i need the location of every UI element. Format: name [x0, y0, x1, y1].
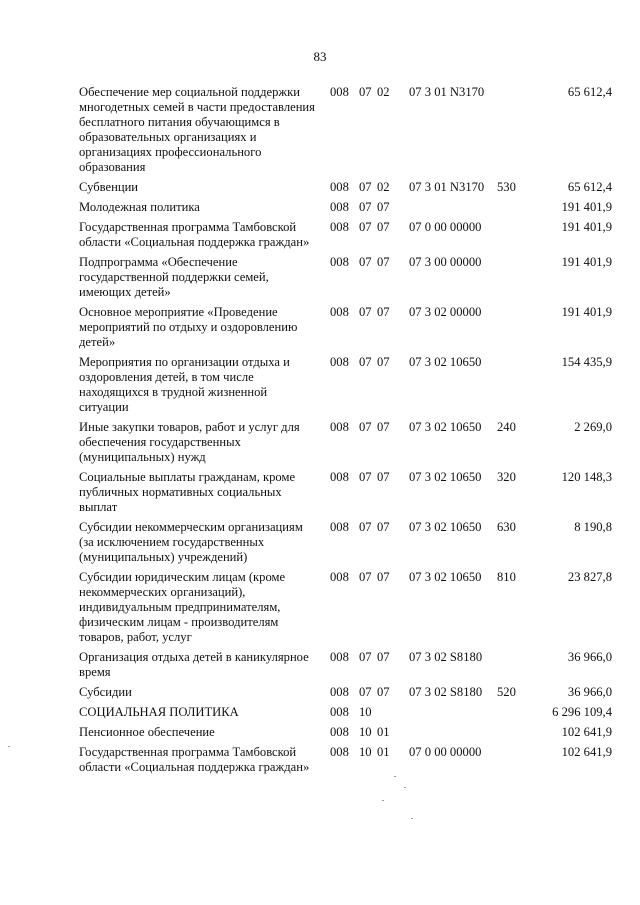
- table-row: [0, 305, 640, 350]
- section-code: 07: [359, 180, 372, 194]
- table-row: [0, 650, 640, 680]
- row-name: СОЦИАЛЬНАЯ ПОЛИТИКА: [79, 705, 239, 719]
- scan-speck: [394, 776, 396, 777]
- subsection-code: 01: [377, 725, 390, 739]
- scan-speck: [404, 787, 406, 788]
- dept-code: 008: [330, 255, 349, 269]
- target-code: 07 3 02 10650: [409, 520, 482, 534]
- target-code: 07 0 00 00000: [409, 220, 482, 234]
- amount: 191 401,9: [561, 200, 612, 214]
- table-row: [0, 705, 640, 720]
- dept-code: 008: [330, 420, 349, 434]
- dept-code: 008: [330, 520, 349, 534]
- scan-speck: [411, 818, 413, 819]
- target-code: 07 3 02 10650: [409, 420, 482, 434]
- section-code: 07: [359, 685, 372, 699]
- target-code: 07 3 02 00000: [409, 305, 482, 319]
- table-row: [0, 725, 640, 740]
- row-name: Подпрограмма «Обеспечение государственной поддержки семей, имеющих детей»: [79, 255, 269, 299]
- row-name: Мероприятия по организации отдыха и оздоровления детей, в том числе находящихся в трудной жизненной ситуации: [79, 355, 290, 414]
- section-code: 07: [359, 305, 372, 319]
- subsection-code: 07: [377, 255, 390, 269]
- row-name: Субсидии: [79, 685, 132, 699]
- table-row: [0, 420, 640, 465]
- dept-code: 008: [330, 570, 349, 584]
- table-row: [0, 355, 640, 415]
- expense-type-code: 320: [497, 470, 516, 484]
- target-code: 07 3 02 10650: [409, 355, 482, 369]
- expense-type-code: 810: [497, 570, 516, 584]
- expense-type-code: 530: [497, 180, 516, 194]
- amount: 65 612,4: [567, 85, 612, 99]
- section-code: 10: [359, 745, 372, 759]
- dept-code: 008: [330, 470, 349, 484]
- subsection-code: 07: [377, 520, 390, 534]
- subsection-code: 07: [377, 305, 390, 319]
- dept-code: 008: [330, 180, 349, 194]
- row-name: Обеспечение мер социальной поддержки многодетных семей в части предоставления бесплатного питания обучающимся в образовательных организациях и организациях профессионального образования: [79, 85, 315, 174]
- target-code: 07 3 01 N3170: [409, 180, 485, 194]
- target-code: 07 3 02 10650: [409, 470, 482, 484]
- target-code: 07 3 02 S8180: [409, 685, 483, 699]
- expense-type-code: 240: [497, 420, 516, 434]
- target-code: 07 0 00 00000: [409, 745, 482, 759]
- amount: 191 401,9: [561, 255, 612, 269]
- page-number: 83: [313, 49, 327, 64]
- target-code: 07 3 02 S8180: [409, 650, 483, 664]
- amount: 102 641,9: [561, 745, 612, 759]
- amount: 23 827,8: [567, 570, 612, 584]
- table-row: [0, 200, 640, 215]
- section-code: 07: [359, 255, 372, 269]
- dept-code: 008: [330, 745, 349, 759]
- table-row: [0, 220, 640, 250]
- amount: 191 401,9: [561, 305, 612, 319]
- section-code: 07: [359, 650, 372, 664]
- scan-speck: [8, 746, 10, 747]
- table-row: [0, 255, 640, 300]
- row-name: Молодежная политика: [79, 200, 200, 214]
- subsection-code: 07: [377, 200, 390, 214]
- target-code: 07 3 00 00000: [409, 255, 482, 269]
- table-row: [0, 85, 640, 175]
- subsection-code: 07: [377, 685, 390, 699]
- amount: 2 269,0: [574, 420, 612, 434]
- amount: 36 966,0: [567, 685, 612, 699]
- dept-code: 008: [330, 220, 349, 234]
- budget-table: [0, 85, 640, 780]
- table-row: [0, 745, 640, 775]
- row-name: Организация отдыха детей в каникулярное время: [79, 650, 309, 679]
- section-code: 07: [359, 85, 372, 99]
- amount: 36 966,0: [567, 650, 612, 664]
- subsection-code: 07: [377, 470, 390, 484]
- row-name: Государственная программа Тамбовской области «Социальная поддержка граждан»: [79, 745, 310, 774]
- row-name: Иные закупки товаров, работ и услуг для обеспечения государственных (муниципальных) нужд: [79, 420, 300, 464]
- section-code: 10: [359, 725, 372, 739]
- expense-type-code: 520: [497, 685, 516, 699]
- amount: 120 148,3: [561, 470, 612, 484]
- section-code: 07: [359, 200, 372, 214]
- table-row: [0, 520, 640, 565]
- row-name: Государственная программа Тамбовской области «Социальная поддержка граждан»: [79, 220, 310, 249]
- dept-code: 008: [330, 650, 349, 664]
- amount: 8 190,8: [574, 520, 612, 534]
- amount: 102 641,9: [561, 725, 612, 739]
- subsection-code: 07: [377, 650, 390, 664]
- subsection-code: 01: [377, 745, 390, 759]
- row-name: Социальные выплаты гражданам, кроме публичных нормативных социальных выплат: [79, 470, 296, 514]
- table-row: [0, 570, 640, 645]
- table-row: [0, 180, 640, 195]
- subsection-code: 07: [377, 420, 390, 434]
- expense-type-code: 630: [497, 520, 516, 534]
- dept-code: 008: [330, 305, 349, 319]
- subsection-code: 07: [377, 355, 390, 369]
- section-code: 07: [359, 355, 372, 369]
- row-name: Пенсионное обеспечение: [79, 725, 215, 739]
- subsection-code: 02: [377, 180, 390, 194]
- subsection-code: 02: [377, 85, 390, 99]
- dept-code: 008: [330, 200, 349, 214]
- amount: 154 435,9: [561, 355, 612, 369]
- dept-code: 008: [330, 85, 349, 99]
- section-code: 07: [359, 420, 372, 434]
- dept-code: 008: [330, 725, 349, 739]
- section-code: 07: [359, 570, 372, 584]
- target-code: 07 3 02 10650: [409, 570, 482, 584]
- row-name: Основное мероприятие «Проведение мероприятий по отдыху и оздоровлению детей»: [79, 305, 298, 349]
- table-row: [0, 685, 640, 700]
- subsection-code: 07: [377, 570, 390, 584]
- row-name: Субвенции: [79, 180, 139, 194]
- amount: 191 401,9: [561, 220, 612, 234]
- scan-speck: [382, 800, 384, 801]
- target-code: 07 3 01 N3170: [409, 85, 485, 99]
- row-name: Субсидии юридическим лицам (кроме некоммерческих организаций), индивидуальным предпринимателям, физическим лицам - производителям товаров, работ, услуг: [79, 570, 286, 644]
- dept-code: 008: [330, 685, 349, 699]
- section-code: 07: [359, 470, 372, 484]
- dept-code: 008: [330, 705, 349, 719]
- row-name: Субсидии некоммерческим организациям (за исключением государственных (муниципальных) учреждений): [79, 520, 303, 564]
- amount: 6 296 109,4: [552, 705, 612, 719]
- dept-code: 008: [330, 355, 349, 369]
- section-code: 07: [359, 520, 372, 534]
- amount: 65 612,4: [567, 180, 612, 194]
- section-code: 10: [359, 705, 372, 719]
- section-code: 07: [359, 220, 372, 234]
- subsection-code: 07: [377, 220, 390, 234]
- table-row: [0, 470, 640, 515]
